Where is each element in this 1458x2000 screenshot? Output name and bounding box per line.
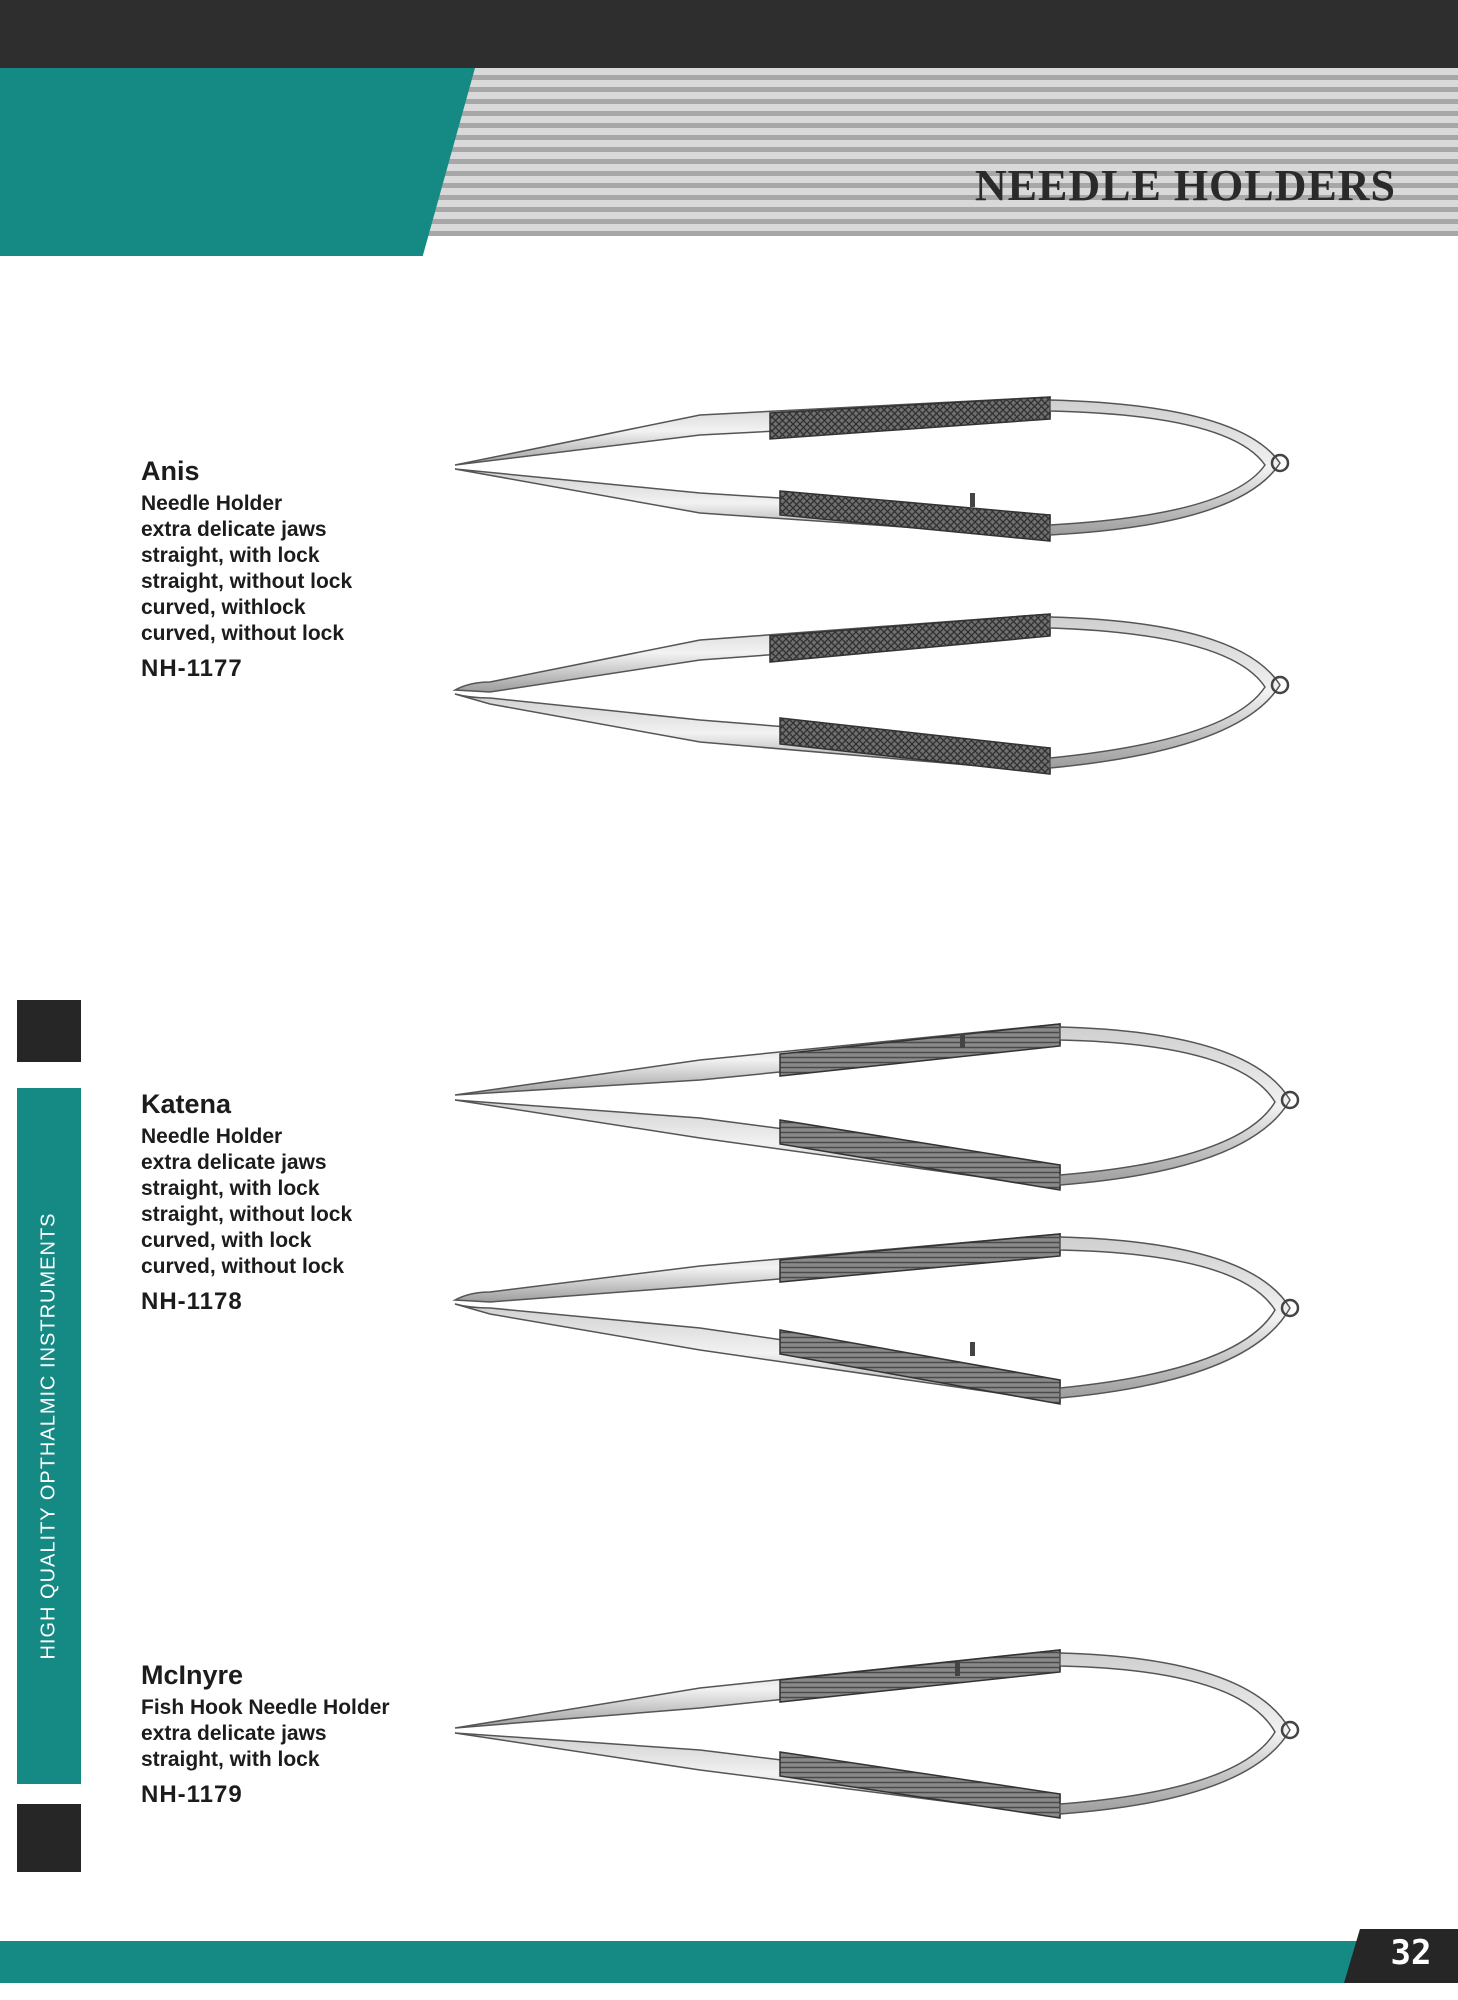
page-number: 32 <box>1390 1933 1432 1973</box>
product-line: curved, without lock <box>141 622 345 645</box>
sidebar-text: HIGH QUALITY OPTHALMIC INSTRUMENTS <box>37 1212 60 1660</box>
product-line: Needle Holder <box>141 492 283 515</box>
product-line: extra delicate jaws <box>141 1151 327 1174</box>
product-line: Needle Holder <box>141 1125 283 1148</box>
header-teal-wedge <box>0 68 475 256</box>
product-code: NH-1179 <box>141 1781 243 1808</box>
sidebar-block-bottom <box>17 1804 81 1872</box>
footer-bar <box>0 1941 1458 1983</box>
katena-holder-straight-image <box>450 1010 1330 1200</box>
needle-holder-straight-image <box>450 375 1330 565</box>
fish-hook-holder-image <box>450 1630 1330 1830</box>
product-katena <box>141 1089 352 1316</box>
page-title: NEEDLE HOLDERS <box>974 161 1396 210</box>
katena-holder-curved-image <box>450 1220 1330 1410</box>
sidebar-block-top <box>17 1000 81 1062</box>
product-name: Katena <box>141 1089 232 1119</box>
product-line: straight, without lock <box>141 570 353 593</box>
product-code: NH-1177 <box>141 655 243 682</box>
top-bar <box>0 0 1458 68</box>
product-line: straight, with lock <box>141 1177 320 1200</box>
product-line: extra delicate jaws <box>141 1722 327 1745</box>
product-line: curved, with lock <box>141 1229 312 1252</box>
product-name: McInyre <box>141 1660 244 1690</box>
product-line: curved, without lock <box>141 1255 345 1278</box>
product-line: extra delicate jaws <box>141 518 327 541</box>
product-line: straight, without lock <box>141 1203 353 1226</box>
product-anis <box>141 456 352 683</box>
product-line: Fish Hook Needle Holder <box>141 1696 390 1719</box>
product-code: NH-1178 <box>141 1288 243 1315</box>
needle-holder-curved-image <box>450 590 1330 790</box>
product-line: straight, with lock <box>141 1748 320 1771</box>
product-line: curved, withlock <box>141 596 306 619</box>
product-line: straight, with lock <box>141 544 320 567</box>
product-mcinyre <box>141 1660 390 1809</box>
product-name: Anis <box>141 456 200 486</box>
